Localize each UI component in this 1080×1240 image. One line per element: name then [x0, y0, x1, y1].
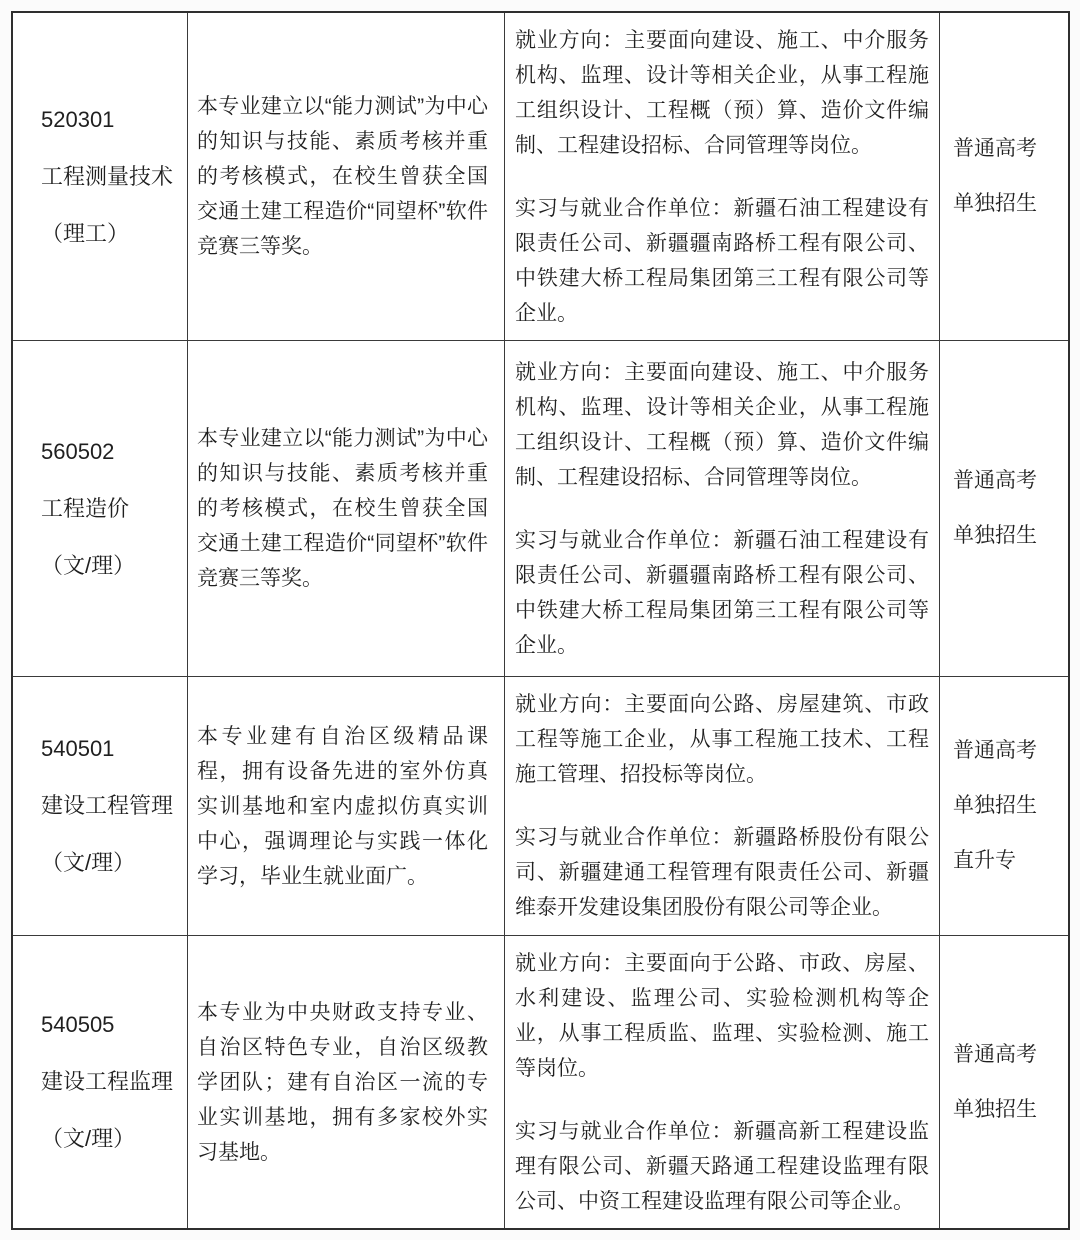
- admission-item: 单独招生: [953, 1097, 1037, 1121]
- cell-admission: [940, 341, 1068, 677]
- program-name: 建设工程管理: [41, 793, 174, 818]
- program-track: （理工）: [41, 220, 130, 246]
- partners-text: 实习与就业合作单位：新疆石油工程建设有限责任公司、新疆疆南路桥工程有限公司、中铁建大桥工程局集团第三工程有限公司等企业。: [515, 528, 929, 657]
- program-code: 540501: [41, 736, 115, 761]
- employment-text: 就业方向：主要面向于公路、市政、房屋、水利建设、监理公司、实验检测机构等企业，从事工程质监、监理、实验检测、施工等岗位。: [515, 951, 929, 1080]
- cell-employment: [505, 341, 940, 677]
- cell-program: [13, 936, 188, 1228]
- employment-text: 就业方向：主要面向公路、房屋建筑、市政工程等施工企业，从事工程施工技术、工程施工管理、招投标等岗位。: [515, 693, 929, 786]
- program-name: 工程测量技术: [41, 163, 174, 189]
- admission-item: 单独招生: [953, 524, 1037, 547]
- admission-item: 普通高考: [953, 1042, 1037, 1066]
- admission-item: 直升专: [953, 849, 1016, 872]
- cell-program: [13, 341, 188, 677]
- intro-text: 本专业建有自治区级精品课程，拥有设备先进的室外仿真实训基地和室内虚拟仿真实训中心，强调理论与实践一体化学习，毕业生就业面广。: [197, 724, 488, 888]
- program-code: 540505: [41, 1012, 115, 1037]
- partners-text: 实习与就业合作单位：新疆路桥股份有限公司、新疆建通工程管理有限责任公司、新疆维泰开发建设集团股份有限公司等企业。: [515, 826, 929, 919]
- cell-intro: [188, 677, 505, 936]
- cell-program: [13, 677, 188, 936]
- program-name: 建设工程监理: [41, 1069, 174, 1094]
- partners-text: 实习与就业合作单位：新疆高新工程建设监理有限公司、新疆天路通工程建设监理有限公司、中资工程建设监理有限公司等企业。: [515, 1119, 929, 1213]
- cell-intro: [188, 13, 505, 341]
- program-code: 520301: [41, 106, 115, 132]
- cell-admission: [940, 677, 1068, 936]
- program-name: 工程造价: [41, 495, 130, 521]
- admission-item: 单独招生: [953, 192, 1037, 215]
- cell-program: [13, 13, 188, 341]
- cell-employment: [505, 936, 940, 1228]
- program-track: （文/理）: [41, 1126, 136, 1151]
- employment-text: 就业方向：主要面向建设、施工、中介服务机构、监理、设计等相关企业，从事工程施工组织设计、工程概（预）算、造价文件编制、工程建设招标、合同管理等岗位。: [515, 28, 929, 157]
- employment-text: 就业方向：主要面向建设、施工、中介服务机构、监理、设计等相关企业，从事工程施工组织设计、工程概（预）算、造价文件编制、工程建设招标、合同管理等岗位。: [515, 360, 929, 489]
- intro-text: 本专业建立以“能力测试”为中心的知识与技能、素质考核并重的考核模式，在校生曾获全国交通土建工程造价“同望杯”软件竞赛三等奖。: [197, 427, 488, 590]
- intro-text: 本专业建立以“能力测试”为中心的知识与技能、素质考核并重的考核模式，在校生曾获全国交通土建工程造价“同望杯”软件竞赛三等奖。: [197, 95, 488, 258]
- admission-item: 单独招生: [953, 794, 1037, 817]
- cell-intro: [188, 341, 505, 677]
- intro-text: 本专业为中央财政支持专业、自治区特色专业，自治区级教学团队；建有自治区一流的专业实训基地，拥有多家校外实习基地。: [197, 1000, 488, 1164]
- program-code: 560502: [41, 438, 115, 464]
- cell-employment: [505, 13, 940, 341]
- majors-table: [11, 11, 1070, 1230]
- cell-admission: [940, 13, 1068, 341]
- program-track: （文/理）: [41, 552, 136, 578]
- cell-employment: [505, 677, 940, 936]
- admission-item: 普通高考: [953, 137, 1037, 160]
- partners-text: 实习与就业合作单位：新疆石油工程建设有限责任公司、新疆疆南路桥工程有限公司、中铁建大桥工程局集团第三工程有限公司等企业。: [515, 196, 929, 325]
- cell-intro: [188, 936, 505, 1228]
- cell-admission: [940, 936, 1068, 1228]
- program-track: （文/理）: [41, 850, 136, 875]
- admission-item: 普通高考: [953, 469, 1037, 492]
- admission-item: 普通高考: [953, 739, 1037, 762]
